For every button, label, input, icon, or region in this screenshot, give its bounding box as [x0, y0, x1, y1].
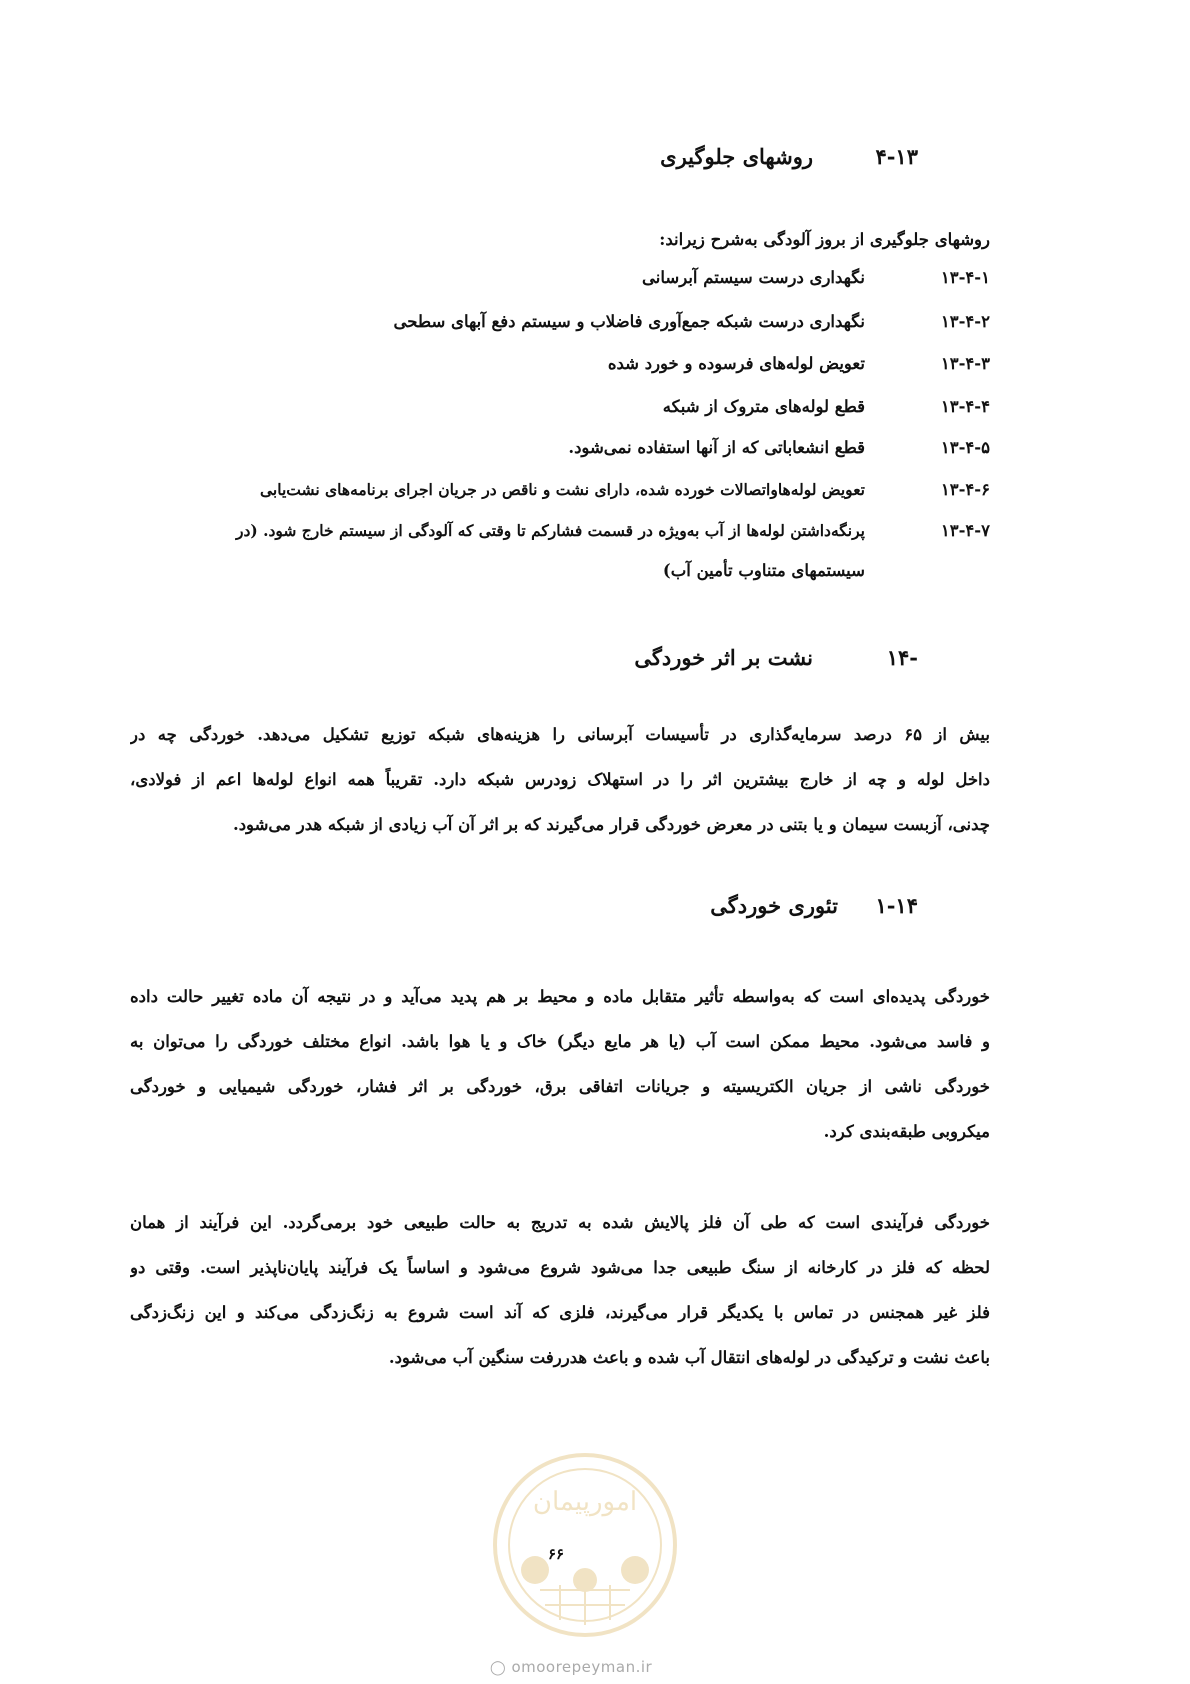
list-item-number: ۱۳-۴-۵: [940, 438, 990, 457]
list-item-number: ۱۳-۴-۱: [940, 268, 990, 287]
list-item-number: ۱۳-۴-۶: [940, 480, 990, 499]
list-item: [130, 438, 990, 478]
list-item: [130, 354, 990, 394]
paragraph-line: خوردگی فرآیندی است که طی آن فلز پالایش شده به تدریج به حالت طبیعی خود برمی‌گردد. این فرآیند از همان: [130, 1213, 990, 1232]
paragraph-line: بیش از ۶۵ درصد سرمایه‌گذاری در تأسیسات آبرسانی را هزینه‌های شبکه توزیع تشکیل می‌دهد. خوردگی چه در: [130, 725, 990, 744]
list-item-number: ۱۳-۴-۴: [940, 397, 990, 416]
paragraph-line: خوردگی پدیده‌ای است که به‌واسطه تأثیر متقابل ماده و محیط بر هم پدید می‌آید و در نتیجه آن ماده تغییر حالت داده: [130, 987, 990, 1006]
list-item: [130, 312, 990, 352]
paragraph-line: میکروبی طبقه‌بندی کرد.: [823, 1122, 990, 1141]
list-item-text: قطع انشعاباتی که از آنها استفاده نمی‌شود.: [568, 438, 865, 457]
paragraph-corrosion-theory: [130, 974, 990, 1154]
section-title: نشت بر اثر خوردگی: [634, 645, 813, 670]
watermark-text: امورپیمان: [532, 1487, 638, 1517]
list-item-text: تعویض لوله‌های فرسوده و خورد شده: [607, 354, 865, 373]
list-item-number: ۱۳-۴-۷: [940, 521, 990, 540]
list-item-text: نگهداری درست سیستم آبرسانی: [642, 268, 865, 287]
page-number: ۶۶: [548, 1545, 565, 1563]
section-number: ۴-۱۳: [875, 144, 918, 169]
watermark-logo: [490, 1450, 680, 1640]
paragraph-line: لحظه که فلز در کارخانه از سنگ طبیعی جدا می‌شود شروع می‌شود و اساساً یک فرآیند پایان‌ناپذیر است. وقتی دو: [130, 1258, 990, 1277]
list-item-number: ۱۳-۴-۳: [940, 354, 990, 373]
paragraph-line: باعث نشت و ترکیدگی در لوله‌های انتقال آب شده و باعث هدررفت سنگین آب می‌شود.: [388, 1348, 990, 1367]
list-item-text: قطع لوله‌های متروک از شبکه: [662, 397, 865, 416]
list-item: [130, 268, 990, 308]
paragraph-line: چدنی، آزبست سیمان و یا بتنی در معرض خوردگی قرار می‌گیرند که بر اثر آن آب زیادی از شبکه هدر می‌شود.: [232, 815, 990, 834]
paragraph-leakage: [130, 712, 990, 847]
paragraph-corrosion-process: [130, 1200, 990, 1380]
list-item: [130, 521, 990, 601]
paragraph-line: و فاسد می‌شود. محیط ممکن است آب (یا هر مایع دیگر) خاک و یا هوا باشد. انواع مختلف خوردگی را می‌توان به: [130, 1032, 990, 1051]
list-item: [130, 397, 990, 437]
list-item-text: پرنگه‌داشتن لوله‌ها از آب به‌ویژه در قسمت فشارکم تا وقتی که آلودگی از سیستم خارج شود. (در: [236, 521, 865, 540]
paragraph-line: داخل لوله و چه از خارج بیشترین اثر را در استهلاک زودرس شبکه دارد. تقریباً همه انواع لوله‌ها اعم از فولادی،: [130, 770, 990, 789]
section-number: ۱-۱۴: [875, 893, 918, 918]
section-title: روشهای جلوگیری: [660, 144, 813, 169]
list-item-text: نگهداری درست شبکه جمع‌آوری فاضلاب و سیستم دفع آبهای سطحی: [393, 312, 865, 331]
section-title: تئوری خوردگی: [710, 893, 838, 918]
paragraph-line: خوردگی ناشی از جریان الکتریسیته و جریانات اتفاقی برق، خوردگی بر اثر فشار، خوردگی شیمیایی و خوردگی: [130, 1077, 990, 1096]
site-url[interactable]: [490, 1658, 652, 1676]
intro-text: روشهای جلوگیری از بروز آلودگی به‌شرح زیراند:: [659, 230, 990, 249]
site-url-text: omoorepeyman.ir: [511, 1658, 653, 1676]
section-heading-13-4: [658, 144, 918, 174]
section-heading-14: [634, 645, 918, 675]
list-item-number: ۱۳-۴-۲: [940, 312, 990, 331]
paragraph-line: فلز غیر همجنس در تماس با یکدیگر قرار می‌گیرند، فلزی که آند است شروع به زنگ‌زدگی می‌کند و این زنگ‌زدگی: [130, 1303, 990, 1322]
list-item-text-continued: سیستمهای متناوب تأمین آب): [662, 561, 865, 580]
section-heading-14-1: [658, 893, 918, 923]
list-item: [130, 480, 990, 520]
list-item-text: تعویض لوله‌هاواتصالات خورده شده، دارای نشت و ناقص در جریان اجرای برنامه‌های نشت‌یابی: [260, 480, 865, 499]
globe-icon: ◯: [490, 1660, 507, 1676]
section-number: -۱۴: [886, 645, 918, 670]
